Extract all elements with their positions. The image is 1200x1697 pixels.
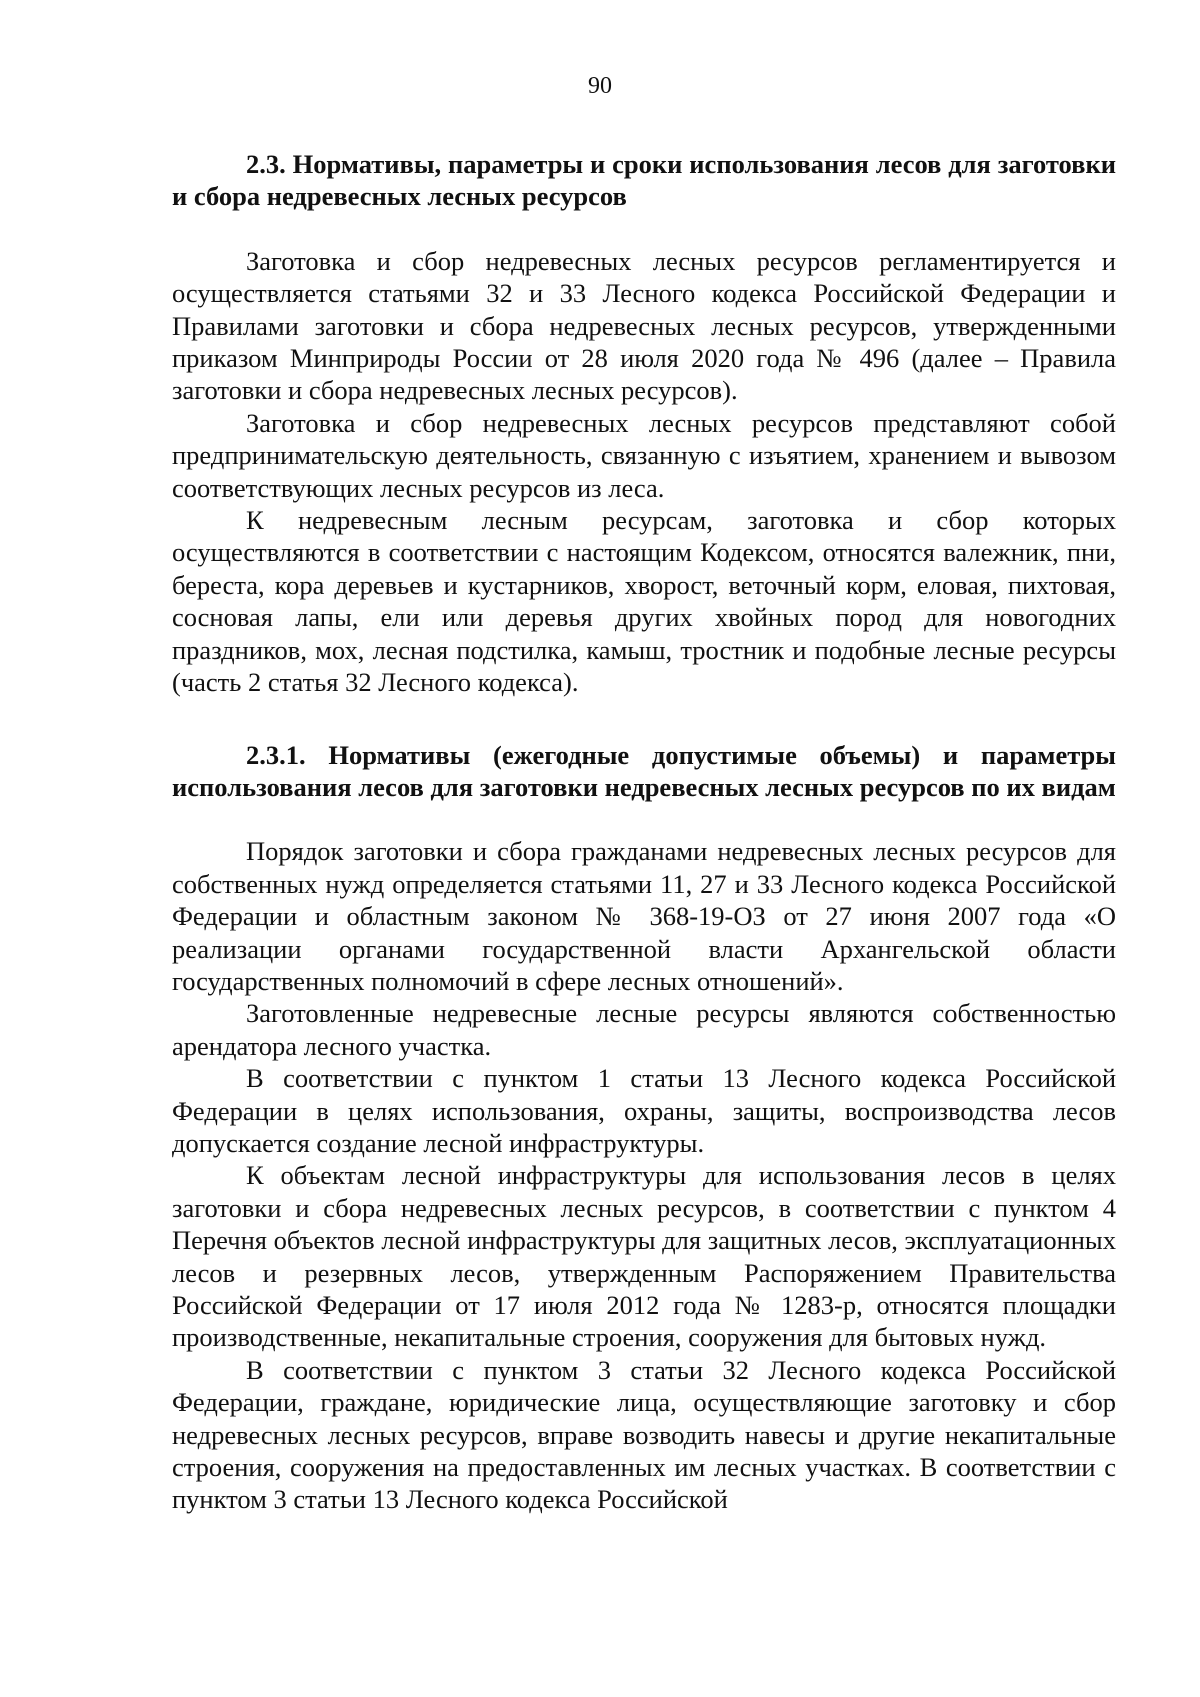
paragraph: Порядок заготовки и сбора гражданами недревесных лесных ресурсов для собственных нужд определяется статьями 11, 27 и 33 Лесного кодекса Российской Федерации и областным законом № 368-19-ОЗ от 27 июня 2007 года «О реализации органами государственной власти Архангельской области государственных полномочий в сфере лесных отношений».	[172, 836, 1116, 996]
paragraph: В соответствии с пунктом 1 статьи 13 Лесного кодекса Российской Федерации в целях использования, охраны, защиты, воспроизводства лесов допускается создание лесной инфраструктуры.	[172, 1063, 1116, 1158]
section-2-3-1	[172, 739, 1116, 1516]
paragraph: К недревесным лесным ресурсам, заготовка и сбор которых осуществляются в соответствии с настоящим Кодексом, относятся валежник, пни, береста, кора деревьев и кустарников, хворост, веточный корм, еловая, пихтовая, сосновая лапы, ели или деревья других хвойных пород для новогодних праздников, мох, лесная подстилка, камыш, тростник и подобные лесные ресурсы (часть 2 статья 32 Лесного кодекса).	[172, 505, 1116, 698]
paragraph: Заготовка и сбор недревесных лесных ресурсов представляют собой предпринимательскую деятельность, связанную с изъятием, хранением и вывозом соответствующих лесных ресурсов из леса.	[172, 407, 1116, 503]
page-content	[172, 148, 1116, 1516]
paragraph: Заготовленные недревесные лесные ресурсы являются собственностью арендатора лесного участка.	[172, 998, 1116, 1061]
section-heading: 2.3. Нормативы, параметры и сроки использования лесов для заготовки и сбора недревесных лесных ресурсов	[172, 149, 1116, 212]
page-number: 90	[588, 73, 612, 99]
section-heading: 2.3.1. Нормативы (ежегодные допустимые объемы) и параметры использования лесов для заготовки недревесных лесных ресурсов по их видам	[172, 739, 1116, 802]
paragraph: К объектам лесной инфраструктуры для использования лесов в целях заготовки и сбора недревесных лесных ресурсов, в соответствии с пунктом 4 Перечня объектов лесной инфраструктуры для защитных лесов, эксплуатационных лесов и резервных лесов, утвержденным Распоряжением Правительства Российской Федерации от 17 июля 2012 года № 1283-р, относятся площадки производственные, некапитальные строения, сооружения для бытовых нужд.	[172, 1160, 1116, 1353]
section-2-3	[172, 148, 1116, 699]
paragraph: В соответствии с пунктом 3 статьи 32 Лесного кодекса Российской Федерации, граждане, юридические лица, осуществляющие заготовку и сбор недревесных лесных ресурсов, вправе возводить навесы и другие некапитальные строения, сооружения на предоставленных им лесных участках. В соответствии с пунктом 3 статьи 13 Лесного кодекса Российской	[172, 1354, 1116, 1515]
paragraph: Заготовка и сбор недревесных лесных ресурсов регламентируется и осуществляется статьями 32 и 33 Лесного кодекса Российской Федерации и Правилами заготовки и сбора недревесных лесных ресурсов, утвержденными приказом Минприроды России от 28 июля 2020 года № 496 (далее – Правила заготовки и сбора недревесных лесных ресурсов).	[172, 245, 1116, 406]
